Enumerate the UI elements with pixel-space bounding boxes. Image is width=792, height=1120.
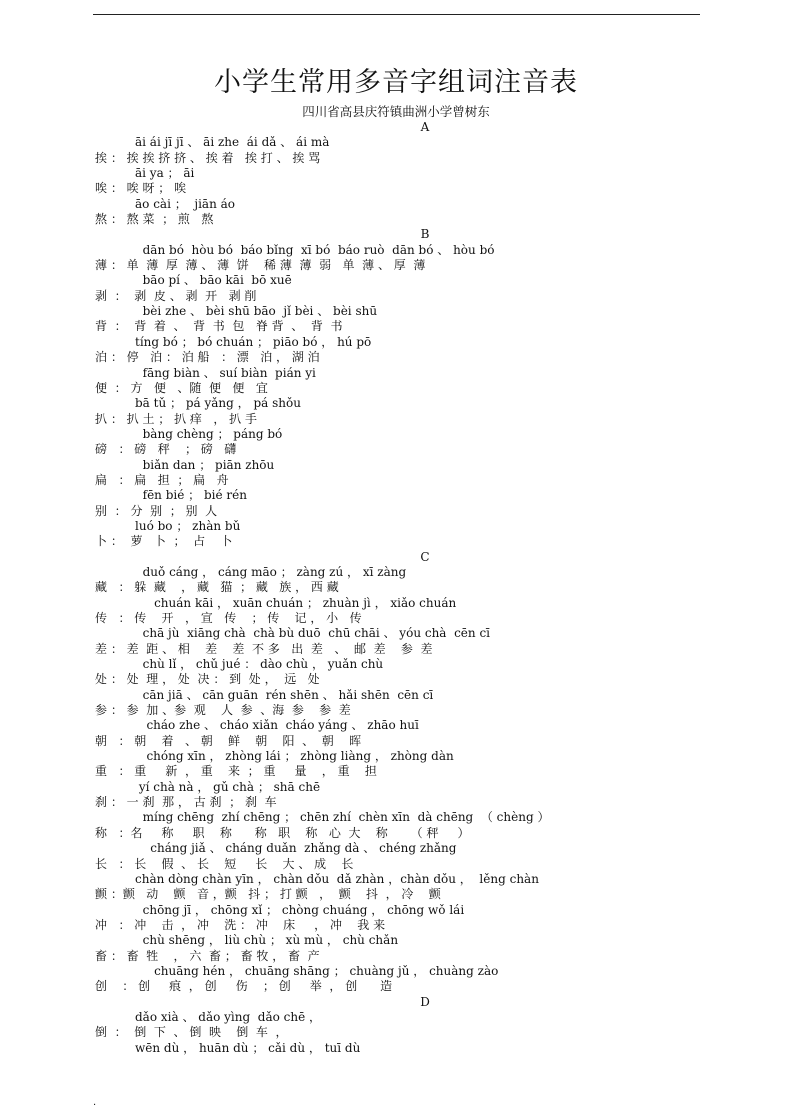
word-line: 刹 ： 一 刹 那 ， 古 刹 ； 刹 车	[95, 795, 277, 810]
pinyin-line: míng chēng zhí chēng ； chēn zhí chèn xīn dà chēng （ chèng ）	[135, 810, 550, 825]
word-line: 卜 ： 萝 卜 ； 占 卜	[95, 534, 233, 549]
word-line: 薄 ： 单 薄 厚 薄 、 薄 饼 稀 薄 薄 弱 单 薄 、 厚 薄	[95, 258, 426, 273]
word-line: 别 ： 分 别 ； 别 人	[95, 503, 218, 518]
word-line: 重 ： 重 新 ， 重 来 ； 重 量 ， 重 担	[95, 764, 377, 779]
pinyin-line: fēn bié ； bié rén	[135, 488, 247, 503]
word-line: 参 ： 参 加 、参 观 人 参 、海 参 参 差	[95, 703, 351, 718]
pinyin-line: āi ái jī jī 、 āi zhe ái dǎ 、 ái mà	[135, 135, 330, 150]
word-line: 创 ： 创 痕 ， 创 伤 ； 创 举 ， 创 造	[95, 979, 393, 994]
word-line: 朝 ： 朝 着 、 朝 鲜 朝 阳 、 朝 晖	[95, 733, 362, 748]
pinyin-line: yí chà nà ， gǔ chà ； shā chē	[135, 779, 321, 794]
pinyin-line: luó bo ； zhàn bǔ	[135, 518, 241, 533]
pinyin-line: āi ya ； āi	[135, 166, 195, 181]
header-rule	[93, 14, 700, 15]
pinyin-line: chuán kāi ， xuān chuán ； zhuàn jì ， xiǎo chuán	[135, 595, 457, 610]
pinyin-line: duǒ cáng ， cáng māo ； zàng zú ， xī zàng	[135, 564, 407, 579]
pinyin-line: chù shēng ， liù chù ； xù mù ， chù chǎn	[135, 933, 399, 948]
section-letter: A	[420, 120, 430, 134]
pinyin-line: bàng chèng ； páng bó	[135, 426, 283, 441]
word-line: 长 ： 长 假 、 长 短 长 大 、 成 长	[95, 856, 354, 871]
pinyin-line: tíng bó ； bó chuán ； piāo bó ， hú pō	[135, 334, 372, 349]
word-line: 颤 ：颤 动 颤 音 ，颤 抖 ； 打 颤 ， 颤 抖 ， 冷 颤	[95, 887, 441, 902]
section-letter: D	[420, 994, 430, 1009]
pinyin-line: bā tǔ ； pá yǎng ， pá shǒu	[135, 396, 301, 411]
pinyin-line: cān jiā 、 cān guān rén shēn 、 hǎi shēn cēn cī	[135, 687, 434, 702]
word-line: 剥 ： 剥 皮 、 剥 开 剥 削	[95, 288, 257, 303]
word-line: 便 ： 方 便 、随 便 便 宜	[95, 380, 268, 395]
word-line: 背 ： 背 着 、 背 书 包 脊 背 、 背 书	[95, 319, 343, 334]
word-line: 熬 ： 熬 菜 ； 煎 熬	[95, 212, 214, 227]
word-line: 挨 ： 挨 挨 挤 挤 、 挨 着 挨 打 、 挨 骂	[95, 150, 321, 165]
document-title: 小学生常用多音字组词注音表	[214, 67, 578, 98]
word-line: 称 ：名 称 职 称 称 职 称 心 大 称 （ 秤 ）	[95, 825, 470, 840]
word-line: 藏 ： 躲 藏 ， 藏 猫 ； 藏 族 ， 西 藏	[95, 580, 339, 595]
word-line: 畜 ： 畜 牲 ， 六 畜 ； 畜 牧 ， 畜 产	[95, 948, 320, 963]
pinyin-line: cháng jiǎ 、 cháng duǎn zhǎng dà 、 chéng zhǎng	[135, 841, 457, 856]
pinyin-line: āo cài ； jiān áo	[135, 196, 235, 211]
pinyin-line: cháo zhe 、 cháo xiǎn cháo yáng 、 zhāo huī	[135, 718, 419, 733]
pinyin-line: biǎn dan ； piān zhōu	[135, 457, 275, 472]
author-line: 四川省高县庆符镇曲洲小学曾树东	[302, 104, 490, 119]
word-line: 差 ： 差 距 、 相 差 差 不 多 出 差 、 邮 差 参 差	[95, 641, 433, 656]
pinyin-line: chōng jī ， chōng xǐ ； chòng chuáng ， chōng wǒ lái	[135, 902, 465, 917]
pinyin-line: bāo pí 、 bāo kāi bō xuē	[135, 273, 292, 288]
word-line: 唉 ： 唉 呀 ； 唉	[95, 181, 187, 196]
page-mark: ·	[93, 1100, 97, 1111]
word-line: 磅 ： 磅 秤 ； 磅 礴	[95, 442, 237, 457]
word-line: 处 ： 处 理 ， 处 决 ： 到 处 ， 远 处	[95, 672, 320, 687]
pinyin-line: dǎo xià 、 dǎo yìng dǎo chē ，	[135, 1009, 322, 1024]
word-line: 泊 ： 停 泊 ： 泊 船 ： 漂 泊 ， 湖 泊	[95, 350, 320, 365]
pinyin-line: wēn dù ， huān dù ； cǎi dù ， tuī dù	[135, 1040, 361, 1055]
pinyin-line: bèi zhe 、 bèi shū bāo jǐ bèi 、 bèi shū	[135, 304, 378, 319]
pinyin-line: chàn dòng chàn yīn ， chàn dǒu dǎ zhàn ，chàn dǒu ， lěng chàn	[135, 871, 539, 886]
pinyin-line: chā jù xiāng chà chà bù duō chū chāi 、 yóu chà cēn cī	[135, 626, 491, 641]
pinyin-line: chuāng hén ， chuāng shāng ； chuàng jǔ ， chuàng zào	[135, 963, 499, 978]
section-letter: C	[420, 549, 430, 564]
section-letter: B	[420, 227, 430, 242]
word-line: 倒 ： 倒 下 、 倒 映 倒 车 ，	[95, 1025, 288, 1040]
pinyin-table	[95, 120, 755, 1056]
word-line: 扒 ： 扒 土 ； 扒 痒 ， 扒 手	[95, 411, 257, 426]
pinyin-line: fāng biàn 、 suí biàn pián yi	[135, 365, 316, 380]
word-line: 传 ： 传 开 ， 宣 传 ； 传 记 ， 小 传	[95, 611, 362, 625]
word-line: 冲 ： 冲 击 ， 冲 洗 ： 冲 床 ， 冲 我 来	[95, 917, 386, 932]
pinyin-line: chù lǐ ， chǔ jué ： dào chù ， yuǎn chù	[135, 657, 384, 672]
pinyin-line: chóng xīn ， zhòng lái ； zhòng liàng ， zhòng dàn	[135, 749, 454, 764]
word-line: 扁 ： 扁 担 ； 扁 舟	[95, 472, 229, 487]
pinyin-line: dān bó hòu bó báo bǐng xī bó báo ruò dān bó 、 hòu bó	[135, 242, 495, 257]
